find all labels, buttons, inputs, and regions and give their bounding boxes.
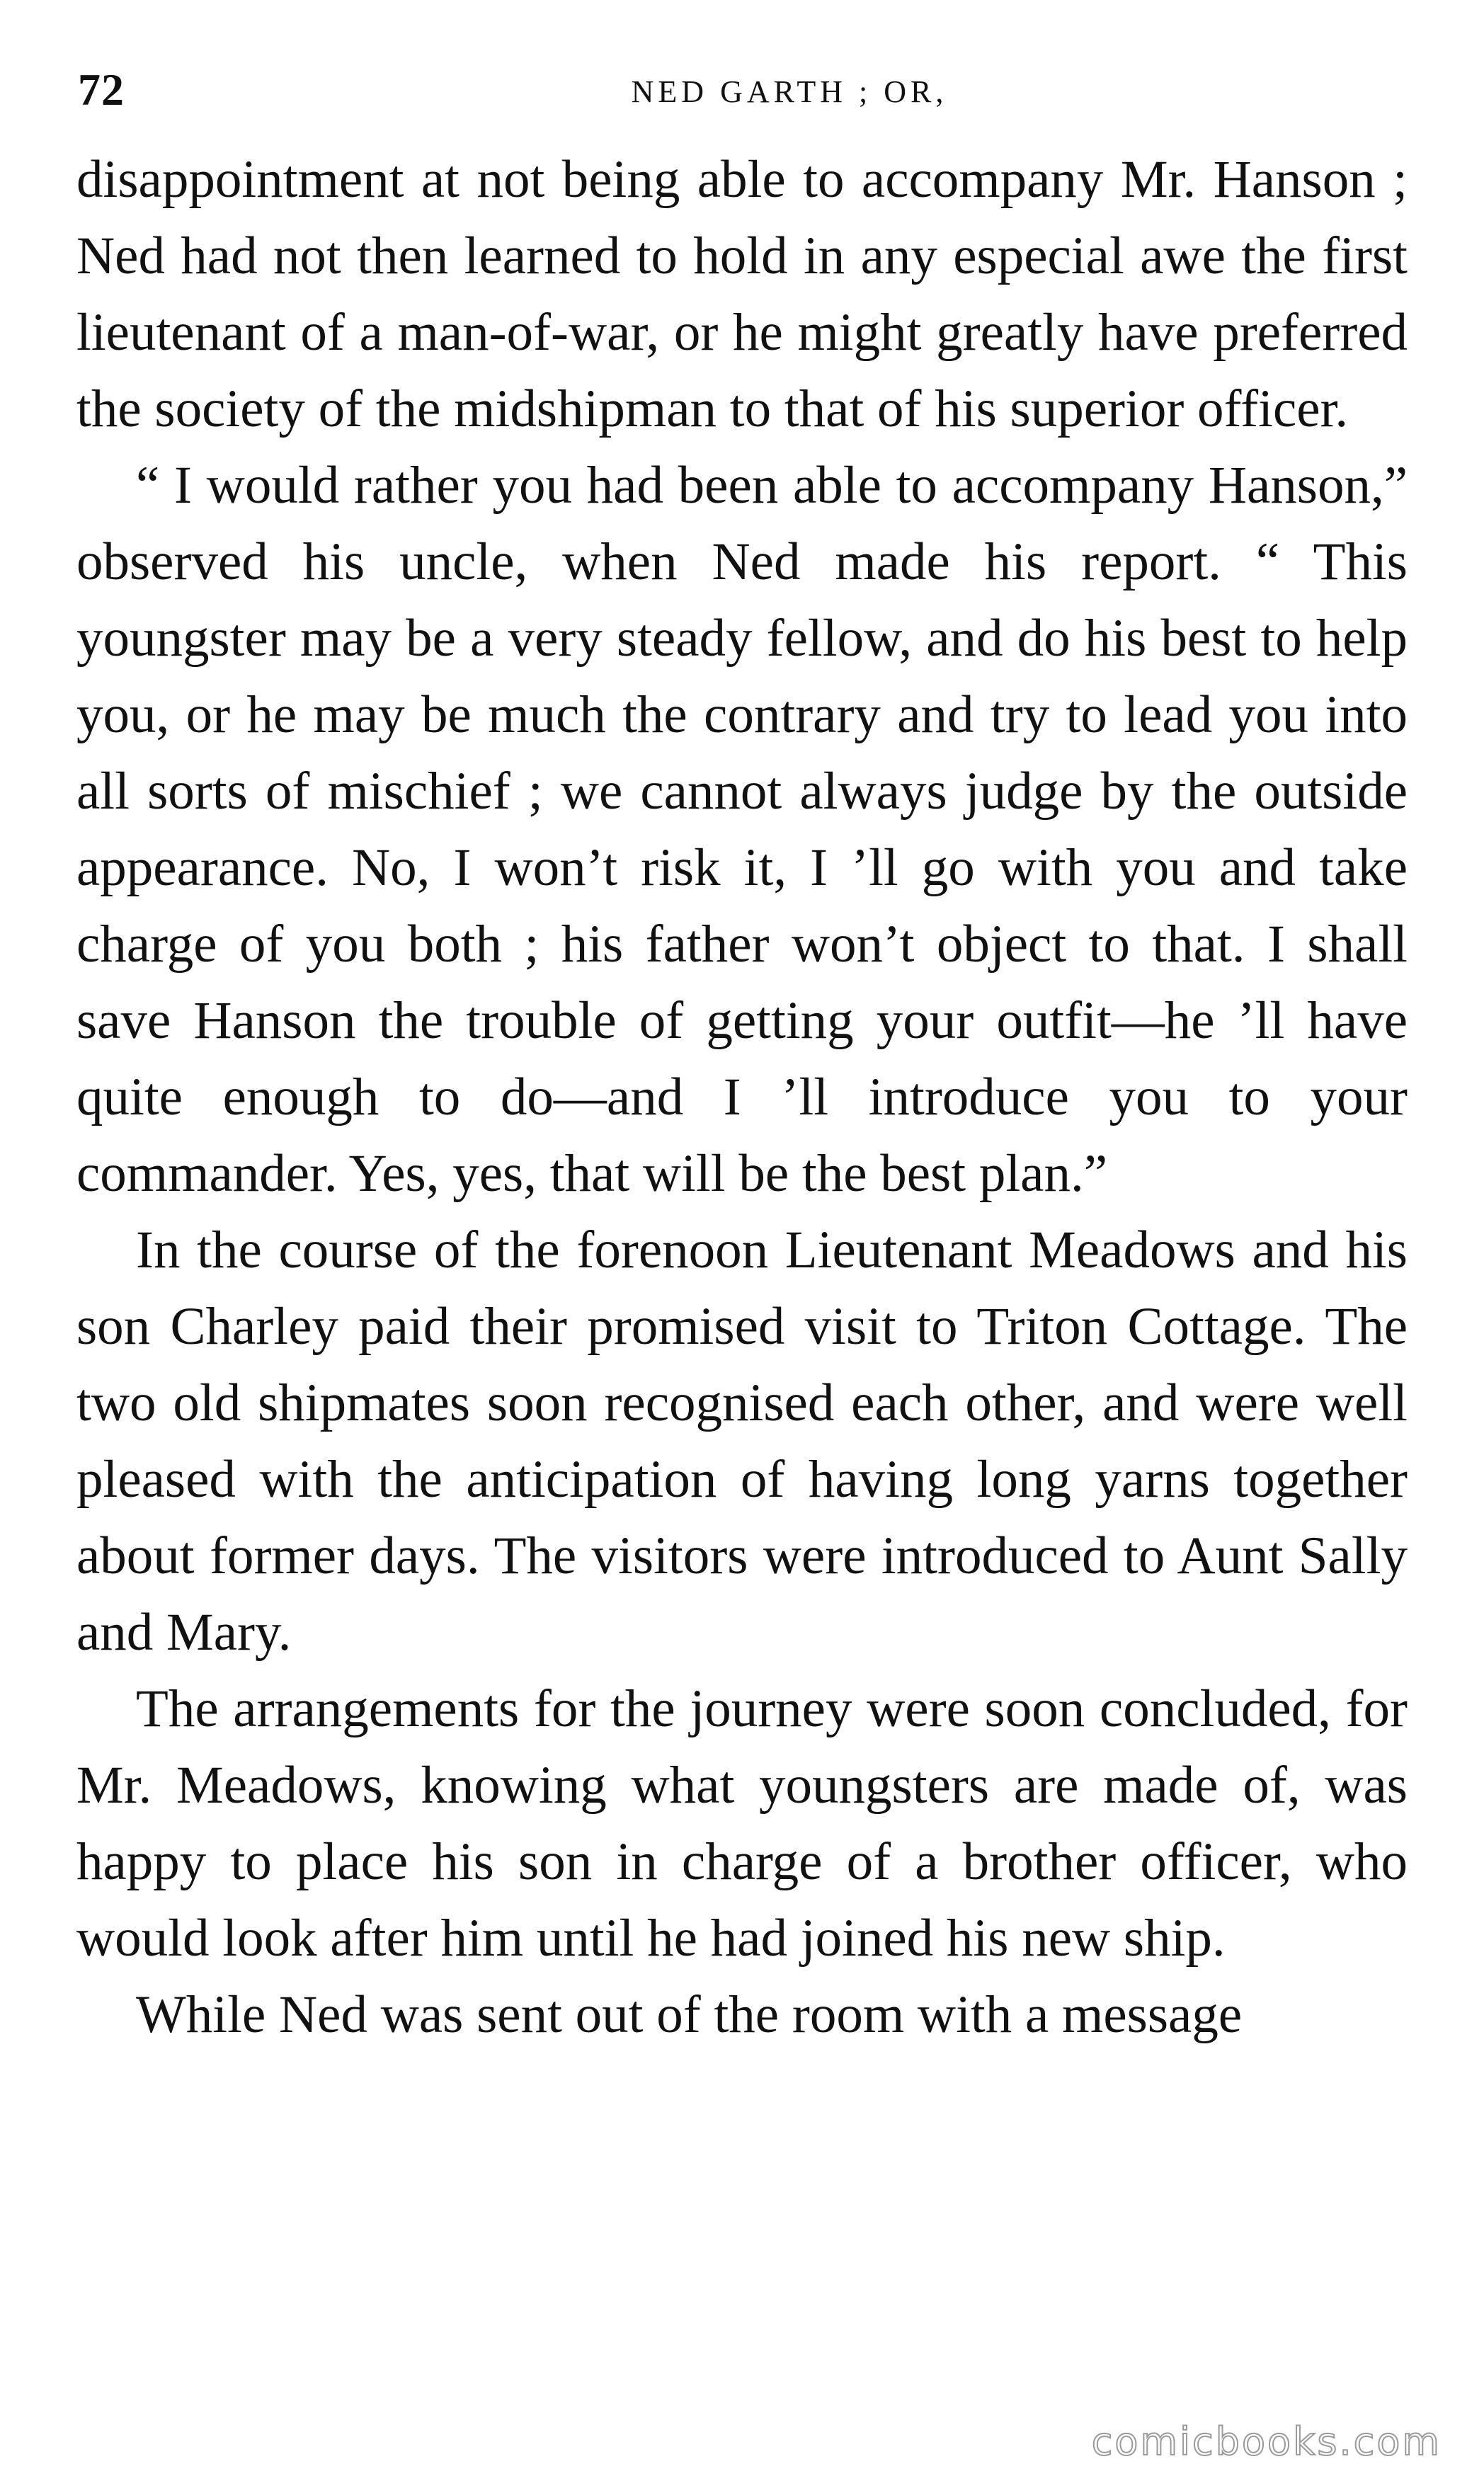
body-text bbox=[76, 142, 1408, 2053]
paragraph-meadows-visit: In the course of the forenoon Lieutenant Meadows and his son Charley paid their promised visit to Triton Cottage. The two old shipmates soon recognised each other, and were well pleased with the anticipation of having long yarns together about former days. The visitors were introduced to Aunt Sally and Mary. bbox=[76, 1221, 1408, 1662]
paragraph-arrangements: The arrangements for the journey were soon concluded, for Mr. Meadows, knowing what youngsters are made of, was happy to place his son in charge of a brother officer, who would look after him until he had joined his new ship. bbox=[76, 1679, 1408, 1968]
page-header bbox=[78, 64, 1409, 120]
page-number: 72 bbox=[78, 64, 125, 115]
paragraph-continued: disappointment at not being able to accompany Mr. Hanson ; Ned had not then learned to hold in any especial awe the first lieutenant of a man-of-war, or he might greatly have preferred the society of the midshipman to that of his superior officer. bbox=[76, 150, 1408, 438]
paragraph-uncle-dialogue: “ I would rather you had been able to accompany Hanson,” observed his uncle, when Ned made his report. “ This youngster may be a very steady fellow, and do his best to help you, or he may be much the contrary and try to lead you into all sorts of mischief ; we cannot always judge by the outside appearance. No, I won’t risk it, I ’ll go with you and take charge of you both ; his father won’t object to that. I shall save Hanson the trouble of getting your outfit—he ’ll have quite enough to do—and I ’ll introduce you to your commander. Yes, yes, that will be the best plan.” bbox=[76, 456, 1408, 1203]
watermark-logo: comicbooks.com bbox=[1091, 2419, 1442, 2464]
paragraph-ned-message: While Ned was sent out of the room with a message bbox=[136, 1985, 1243, 2044]
running-head: NED GARTH ; OR, bbox=[631, 74, 948, 109]
